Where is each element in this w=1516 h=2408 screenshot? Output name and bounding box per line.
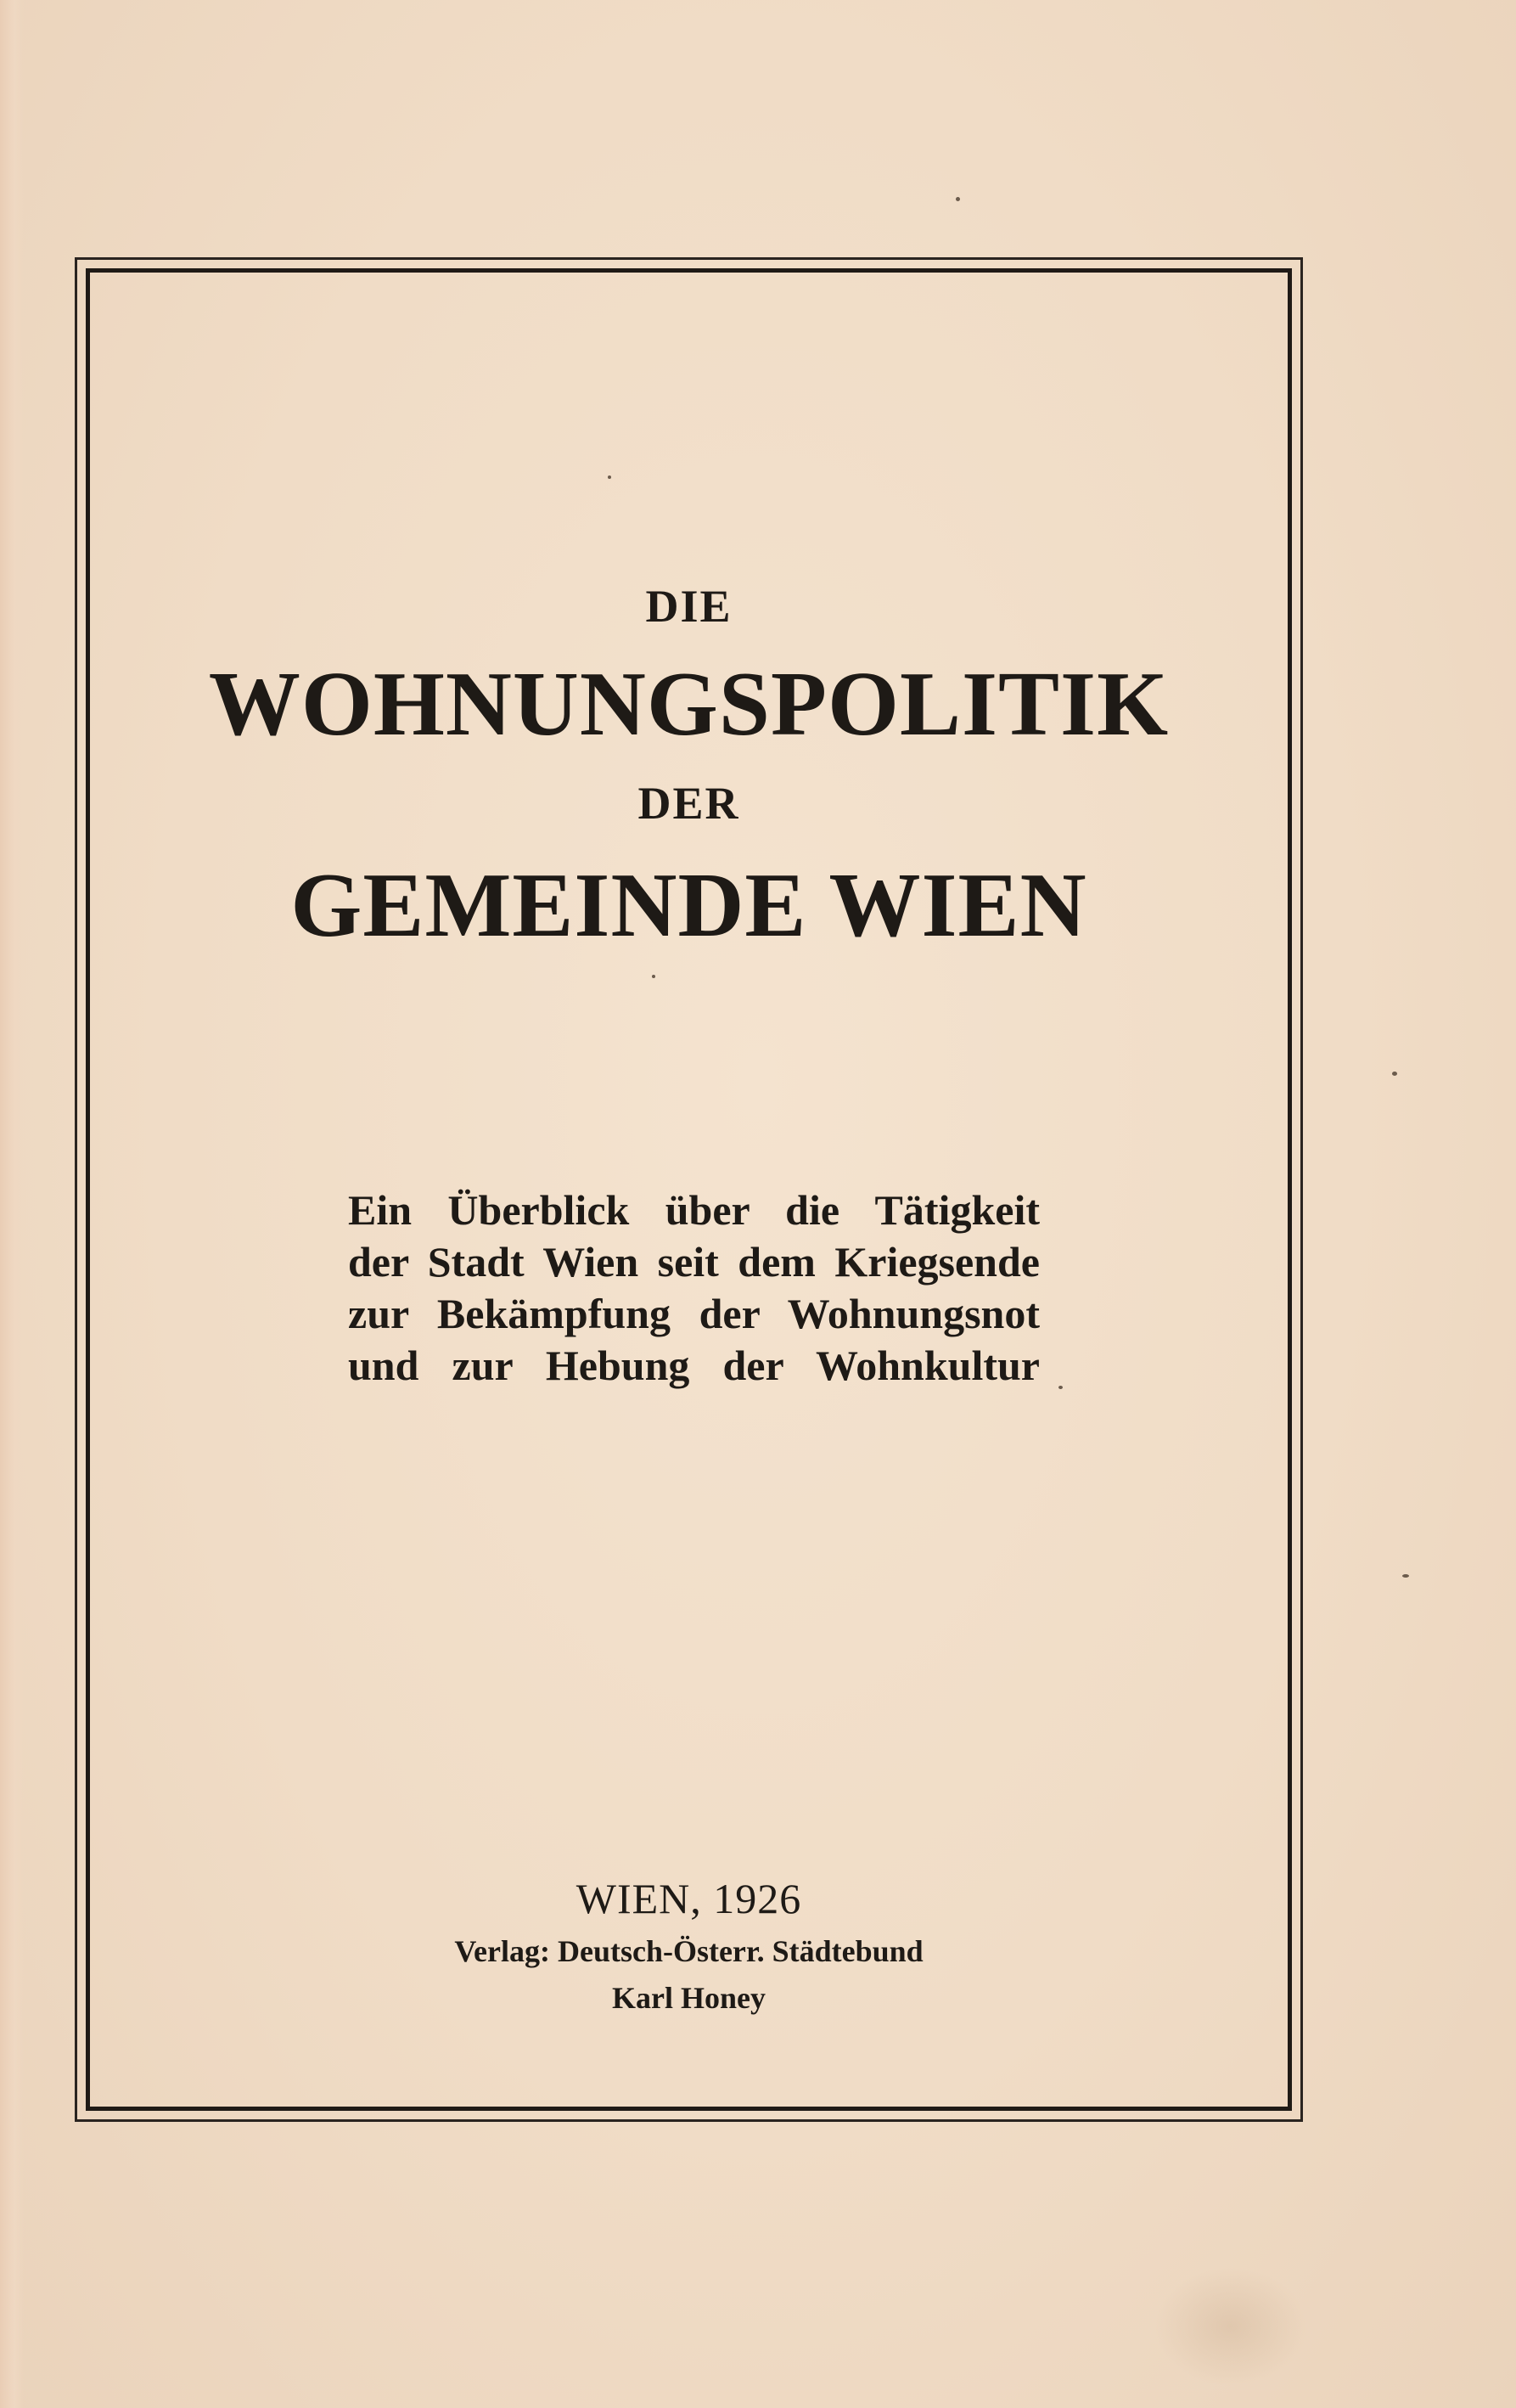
subtitle-line: und zur Hebung der Wohnkultur: [348, 1342, 1040, 1389]
subtitle-line: zur Bekämpfung der Wohnungsnot: [348, 1290, 1040, 1337]
title-line-die: DIE: [645, 581, 733, 632]
publication-place-year: WIEN, 1926: [576, 1875, 802, 1922]
paper-speck: [1402, 1574, 1409, 1578]
paper-speck: [956, 197, 960, 201]
printer-name: Karl Honey: [612, 1981, 766, 2015]
title-line-der: DER: [637, 778, 740, 829]
paper-speck: [1392, 1072, 1397, 1076]
paper-smudge: [1154, 2267, 1307, 2386]
title-line-gemeinde-wien: GEMEINDE WIEN: [290, 855, 1087, 956]
page-left-edge: [0, 0, 24, 2408]
subtitle-line: der Stadt Wien seit dem Kriegsende: [348, 1238, 1040, 1286]
title-line-wohnungspolitik: WOHNUNGSPOLITIK: [208, 654, 1170, 755]
subtitle-line: Ein Überblick über die Tätigkeit: [348, 1186, 1040, 1234]
publisher-line: Verlag: Deutsch-Österr. Städtebund: [454, 1934, 924, 1968]
